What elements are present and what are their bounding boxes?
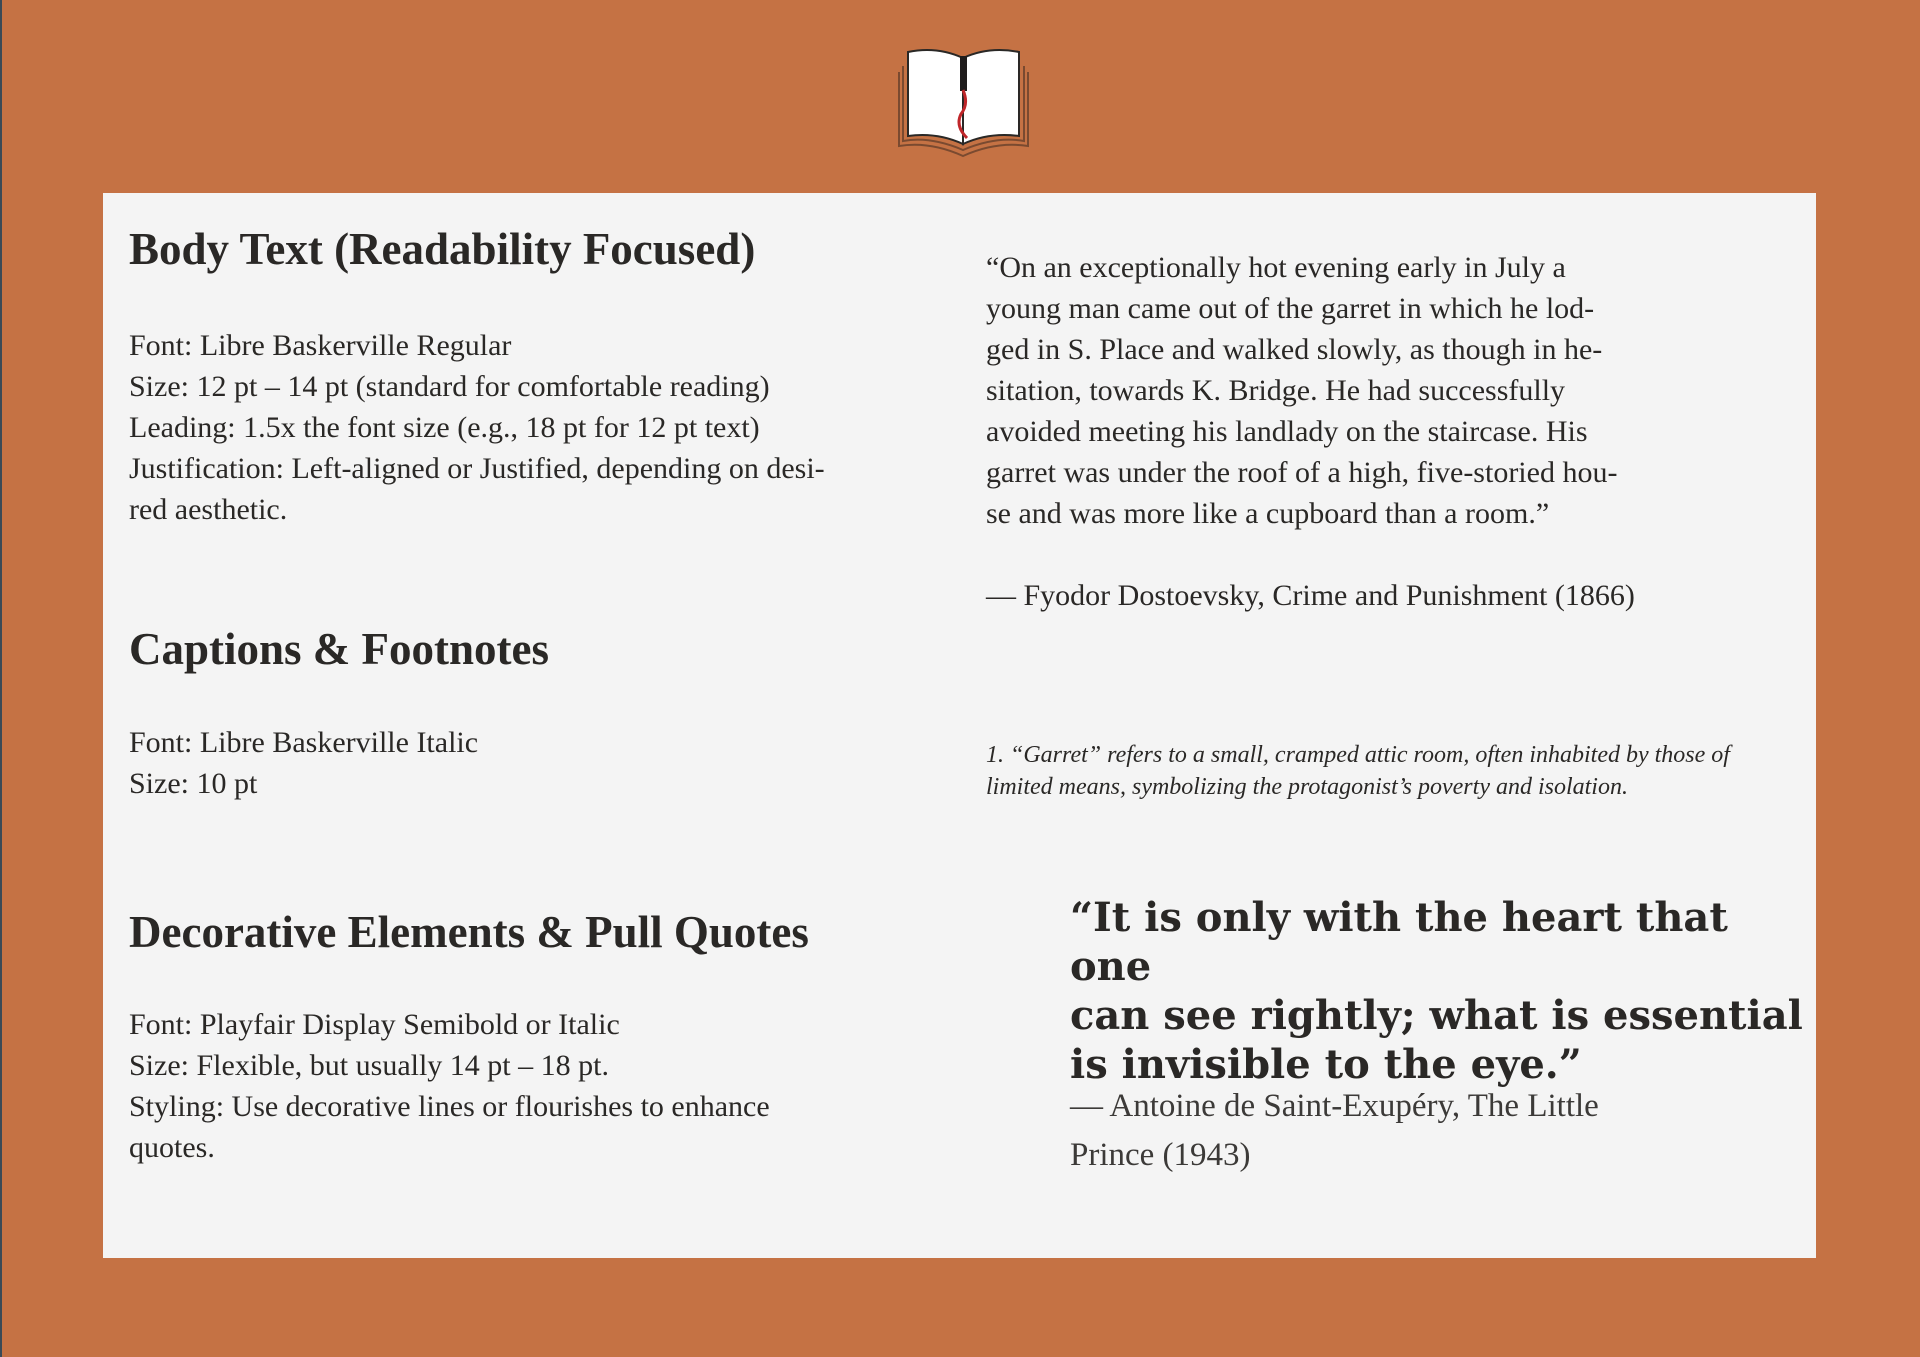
pull-quote: “It is only with the heart that one can see rightly; what is essential is invisible to the eye.” [1070, 894, 1803, 1088]
decorative-styling-line: Styling: Use decorative lines or flourishes to enhance [129, 1090, 770, 1123]
body-text-font-line: Font: Libre Baskerville Regular [129, 329, 512, 362]
decorative-size-line: Size: Flexible, but usually 14 pt – 18 pt. [129, 1049, 609, 1082]
decorative-heading: Decorative Elements & Pull Quotes [129, 907, 809, 957]
content-card [103, 193, 1816, 1258]
left-edge-strip [0, 0, 2, 1357]
sample-footnote: 1. “Garret” refers to a small, cramped attic room, often inhabited by those of limited means, symbolizing the protagonist’s poverty and isolation. [986, 742, 1730, 800]
open-book-icon [897, 46, 1030, 160]
body-text-leading-line: Leading: 1.5x the font size (e.g., 18 pt for 12 pt text) [129, 411, 760, 444]
captions-specs [129, 722, 478, 804]
body-text-heading: Body Text (Readability Focused) [129, 224, 756, 274]
captions-font-line: Font: Libre Baskerville Italic [129, 726, 479, 759]
body-text-justification-line: Justification: Left-aligned or Justified, depending on desi- [129, 452, 825, 485]
decorative-specs [129, 1004, 770, 1168]
decorative-styling-cont-line: quotes. [129, 1131, 215, 1164]
body-text-justification-cont-line: red aesthetic. [129, 493, 288, 526]
body-text-size-line: Size: 12 pt – 14 pt (standard for comfortable reading) [129, 370, 770, 403]
pull-quote-attribution: — Antoine de Saint-Exupéry, The Little Prince (1943) [1070, 1088, 1599, 1173]
captions-heading: Captions & Footnotes [129, 624, 550, 674]
sample-body-quote: “On an exceptionally hot evening early in July a young man came out of the garret in which he lod- ged in S. Place and walked slowly, as though in he- sitation, towards K. Bridge. He had successfully avoided meeting his landlady on the staircase. His garret was under the roof of a high, five-storied hou- se and was more like a cupboard than a room.” [986, 251, 1618, 530]
captions-size-line: Size: 10 pt [129, 767, 258, 800]
body-text-specs [129, 325, 825, 530]
decorative-font-line: Font: Playfair Display Semibold or Italic [129, 1008, 620, 1041]
sample-quote-attribution: — Fyodor Dostoevsky, Crime and Punishment (1866) [986, 579, 1635, 612]
